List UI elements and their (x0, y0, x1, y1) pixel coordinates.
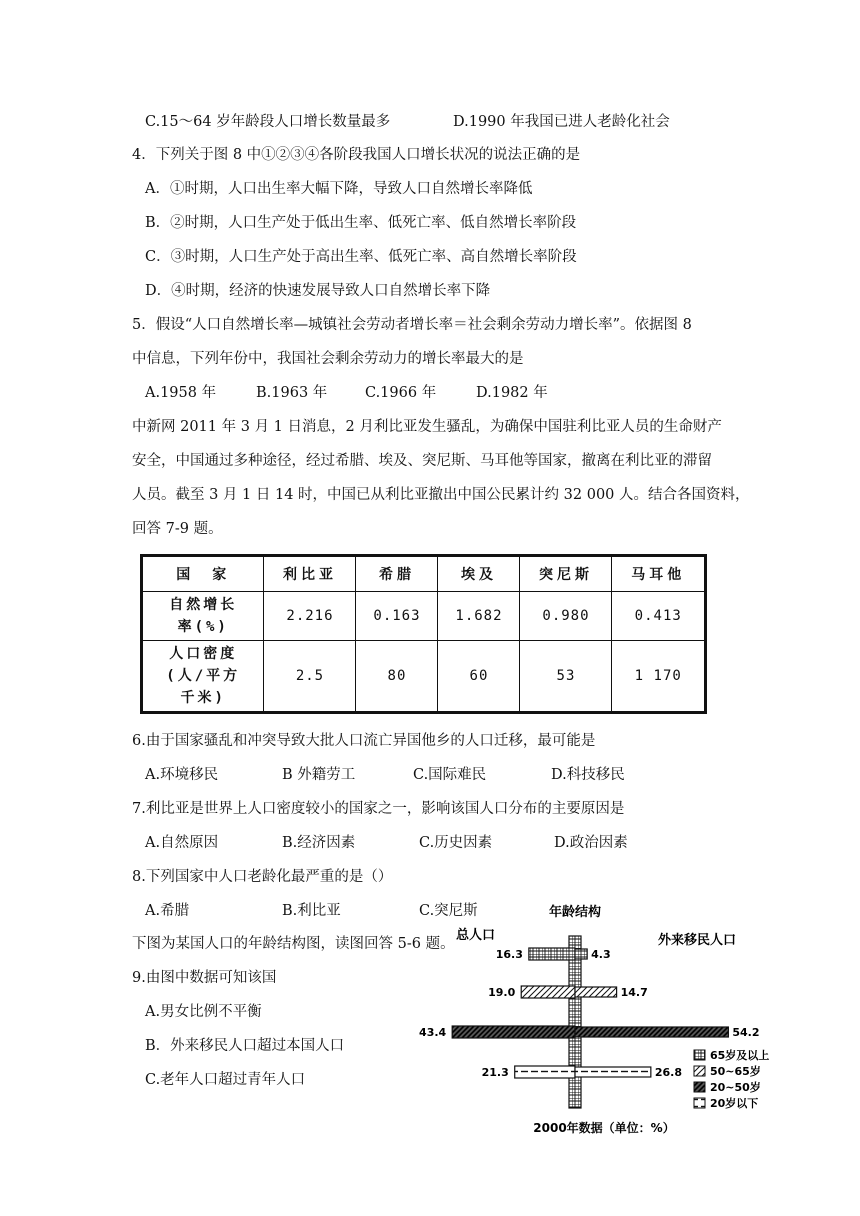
q3-option-d: D.1990 年我国已进人老龄化社会 (453, 114, 670, 130)
value-label-total: 16.3 (495, 948, 523, 961)
value-label-immigrant: 14.7 (620, 986, 648, 999)
legend-label: 20岁以下 (710, 1097, 759, 1110)
table-cell: 2.5 (264, 641, 356, 713)
table-cell: 60 (438, 641, 520, 713)
legend-label: 65岁及以上 (710, 1049, 770, 1062)
age-structure-chart (419, 900, 800, 1140)
bar-total-2 (452, 1026, 575, 1038)
table-row (142, 592, 706, 641)
value-label-immigrant: 54.2 (732, 1026, 760, 1039)
legend-label: 20~50岁 (710, 1081, 761, 1094)
table-cell: 0.980 (520, 592, 612, 641)
table-cell: 80 (356, 641, 438, 713)
q9-option-b: B．外来移民人口超过本国人口 (145, 1038, 345, 1054)
chart-right-label: 外来移民人口 (658, 933, 737, 948)
q6-option-c: C.国际难民 (413, 767, 487, 783)
table-cell: 1 170 (612, 641, 706, 713)
passage-line-4: 回答 7-9 题。 (132, 521, 223, 537)
q3-option-c: C.15～64 岁年龄段人口增长数量最多 (145, 114, 391, 130)
table-cell: 2.216 (264, 592, 356, 641)
table-header-cell: 希腊 (356, 556, 438, 592)
row-label-density (142, 641, 264, 713)
chart-value-labels (419, 948, 759, 1079)
passage-line-2: 安全，中国通过多种途径，经过希腊、埃及、突尼斯、马耳他等国家，撤离在利比亚的滞留 (132, 453, 712, 469)
table-header-row (142, 556, 706, 592)
bar-total-0 (529, 948, 575, 960)
value-label-total: 21.3 (481, 1066, 509, 1079)
row-label-line: 人口密度 (169, 646, 238, 662)
q6-option-d: D.科技移民 (551, 767, 625, 783)
q5-stem-line1: 5．假设“人口自然增长率—城镇社会劳动者增长率＝社会剩余劳动力增长率”。依据图 8 (132, 317, 692, 333)
q4-option-d: D．④时期，经济的快速发展导致人口自然增长率下降 (145, 283, 491, 299)
q7-option-b: B.经济因素 (282, 835, 356, 851)
chart-footer: 2000年数据（单位：%） (533, 1121, 675, 1135)
q6-option-a: A.环境移民 (145, 767, 219, 783)
legend-swatch (694, 1098, 705, 1108)
chart-bars (452, 936, 728, 1108)
q8-option-a: A.希腊 (145, 903, 190, 919)
legend-swatch (694, 1066, 705, 1076)
q9-option-c: C.老年人口超过青年人口 (145, 1072, 306, 1088)
legend-label: 50~65岁 (710, 1065, 761, 1078)
q6-option-b: B 外籍劳工 (282, 767, 356, 783)
bar-immigrant-2 (575, 1027, 728, 1037)
passage-line-3: 人员。截至 3 月 1 日 14 时，中国已从利比亚撤出中国公民累计约 32 000 人。结合各国资料， (132, 487, 750, 503)
legend-swatch (694, 1050, 705, 1060)
row-label-growth-rate (142, 592, 264, 641)
value-label-immigrant: 26.8 (654, 1066, 682, 1079)
row-label-line: 自然增长 (169, 597, 238, 613)
row-label-line: 率(%) (177, 619, 229, 635)
q5-option-a: A.1958 年 (145, 385, 217, 401)
table-cell: 1.682 (438, 592, 520, 641)
figure-intro: 下图为某国人口的年龄结构图，读图回答 5-6 题。 (132, 936, 455, 952)
bar-immigrant-1 (575, 987, 617, 997)
q7-stem: 7.利比亚是世界上人口密度较小的国家之一，影响该国人口分布的主要原因是 (132, 801, 625, 817)
q5-stem-line2: 中信息，下列年份中，我国社会剩余劳动力的增长率最大的是 (132, 351, 524, 367)
table-cell: 0.163 (356, 592, 438, 641)
q4-stem: 4．下列关于图 8 中①②③④各阶段我国人口增长状况的说法正确的是 (132, 147, 581, 163)
table-cell: 53 (520, 641, 612, 713)
bar-total-1 (521, 986, 575, 998)
q7-option-d: D.政治因素 (554, 835, 628, 851)
table-header-cell: 利比亚 (264, 556, 356, 592)
bar-immigrant-3 (575, 1067, 651, 1077)
bar-total-3 (515, 1066, 575, 1078)
passage-line-1: 中新网 2011 年 3 月 1 日消息，2 月利比亚发生骚乱，为确保中国驻利比亚人员的生命财产 (132, 419, 722, 435)
q5-option-d: D.1982 年 (476, 385, 548, 401)
q6-stem: 6.由于国家骚乱和冲突导致大批人口流亡异国他乡的人口迁移，最可能是 (132, 733, 596, 749)
q8-stem: 8.下列国家中人口老龄化最严重的是（） (132, 869, 393, 885)
legend-swatch (694, 1082, 705, 1092)
chart-title: 年龄结构 (548, 905, 602, 920)
chart-left-label: 总人口 (456, 928, 496, 943)
table-header-cell: 国 家 (142, 556, 264, 592)
q9-option-a: A.男女比例不平衡 (145, 1004, 262, 1020)
q5-option-c: C.1966 年 (365, 385, 437, 401)
row-label-line: (人/平方 (166, 668, 241, 684)
value-label-total: 19.0 (488, 986, 516, 999)
country-data-table (140, 554, 707, 714)
q4-option-c: C．③时期，人口生产处于高出生率、低死亡率、高自然增长率阶段 (145, 249, 577, 265)
chart-center-axis (569, 936, 581, 1108)
q7-option-c: C.历史因素 (419, 835, 493, 851)
chart-legend (694, 1048, 769, 1110)
q5-option-b: B.1963 年 (256, 385, 328, 401)
table-cell: 0.413 (612, 592, 706, 641)
table-header-cell: 突尼斯 (520, 556, 612, 592)
q4-option-b: B．②时期，人口生产处于低出生率、低死亡率、低自然增长率阶段 (145, 215, 577, 231)
table-row (142, 641, 706, 713)
q8-option-b: B.利比亚 (282, 903, 341, 919)
table-header-cell: 马耳他 (612, 556, 706, 592)
row-label-line: 千米) (180, 690, 226, 706)
q9-stem: 9.由图中数据可知该国 (132, 970, 277, 986)
value-label-total: 43.4 (419, 1026, 447, 1039)
value-label-immigrant: 4.3 (591, 948, 611, 961)
bar-immigrant-0 (575, 949, 587, 959)
table-header-cell: 埃及 (438, 556, 520, 592)
q7-option-a: A.自然原因 (145, 835, 219, 851)
q4-option-a: A．①时期，人口出生率大幅下降，导致人口自然增长率降低 (145, 181, 533, 197)
q8-option-c: C.突尼斯 (419, 903, 478, 919)
